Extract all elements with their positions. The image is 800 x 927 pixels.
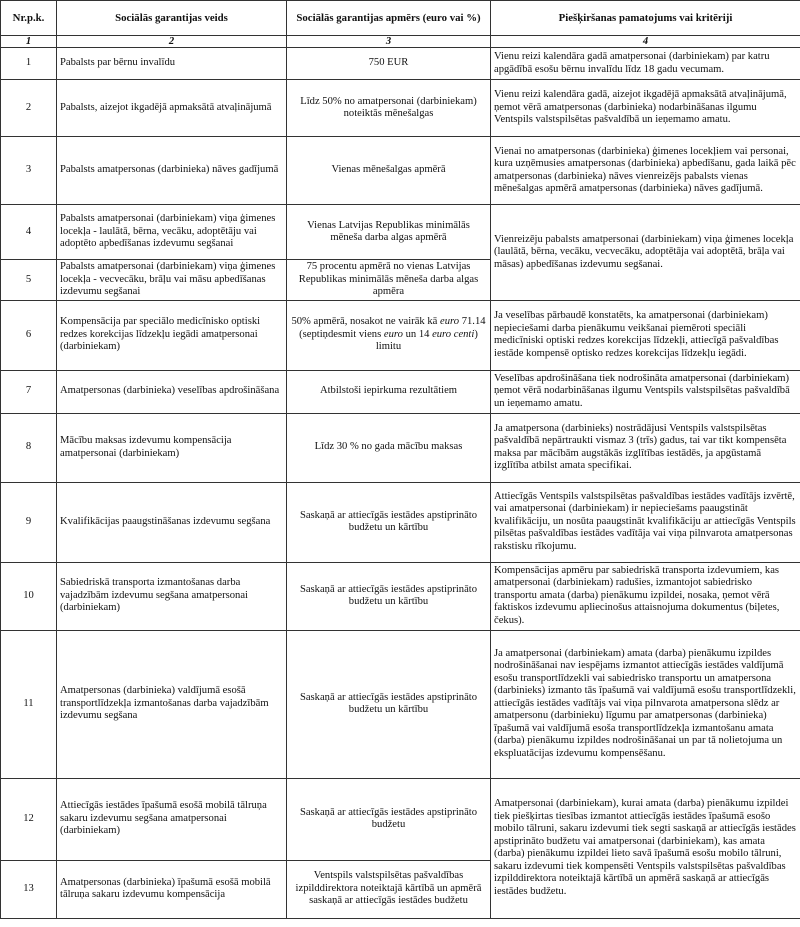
guarantee-amount: Līdz 50% no amatpersonai (darbiniekam) noteiktās mēnešalgas (287, 80, 491, 137)
table-row (1, 80, 800, 137)
guarantee-type: Pabalsts par bērnu invalīdu (57, 48, 287, 80)
header-apmers: Sociālās garantijas apmērs (euro vai %) (287, 1, 491, 36)
guarantee-criteria: Vienreizēju pabalsts amatpersonai (darbiniekam) viņa ģimenes locekļa (laulātā, bērna, vecāku, vecvecāku, adoptētāja vai adoptētā, brāļa vai māsas) apbedīšanas izdevumu segšanai. (491, 205, 800, 301)
row-number: 8 (1, 413, 57, 482)
guarantee-amount: Līdz 30 % no gada mācību maksas (287, 413, 491, 482)
guarantee-type: Sabiedriskā transporta izmantošanas darba vajadzībām izdevumu segšana amatpersonai (darbiniekam) (57, 562, 287, 630)
guarantee-amount: Vienas mēnešalgas apmērā (287, 137, 491, 205)
guarantee-type: Pabalsts amatpersonas (darbinieka) nāves gadījumā (57, 137, 287, 205)
table-row (1, 413, 800, 482)
guarantee-amount: Saskaņā ar attiecīgās iestādes apstiprināto budžetu un kārtību (287, 482, 491, 562)
column-number-row (1, 36, 800, 48)
row-number: 4 (1, 205, 57, 260)
guarantee-amount: Atbilstoši iepirkuma rezultātiem (287, 370, 491, 413)
table-row (1, 205, 800, 260)
guarantee-amount: Saskaņā ar attiecīgās iestādes apstiprināto budžetu un kārtību (287, 562, 491, 630)
row-number: 9 (1, 482, 57, 562)
guarantee-criteria: Veselības apdrošināšana tiek nodrošināta amatpersonai (darbiniekam) ņemot vērā nodarbināšanas ilgumu Ventspils valstspilsētas pašvaldībā un ieņemamo amatu. (491, 370, 800, 413)
guarantee-type: Amatpersonas (darbinieka) valdījumā esošā transportlīdzekļa izmantošanas darba vajadzībām izdevumu segšana (57, 630, 287, 778)
column-number: 3 (287, 36, 491, 48)
guarantee-type: Attiecīgās iestādes īpašumā esošā mobilā tālruņa sakaru izdevumu segšana amatpersonai (darbiniekam) (57, 778, 287, 860)
row-number: 1 (1, 48, 57, 80)
guarantee-amount: Saskaņā ar attiecīgās iestādes apstiprināto budžetu un kārtību (287, 630, 491, 778)
table-row (1, 482, 800, 562)
row-number: 11 (1, 630, 57, 778)
guarantee-criteria: Vienai no amatpersonas (darbinieka) ģimenes locekļiem vai personai, kura uzņēmusies amatpersonas (darbinieka) apbedīšanu, gada laikā pēc amatpersonas (darbinieka) nāves vienreizējs pabalsts vienas mēnešalgas apmērā amatpersonas (darbinieka) nāves gadījumā. (491, 137, 800, 205)
guarantee-amount: 750 EUR (287, 48, 491, 80)
table-row (1, 300, 800, 370)
guarantee-type: Amatpersonas (darbinieka) veselības apdrošināšana (57, 370, 287, 413)
header-nr: Nr.p.k. (1, 1, 57, 36)
column-number: 4 (491, 36, 800, 48)
guarantee-type: Pabalsts amatpersonai (darbiniekam) viņa ģimenes locekļa - laulātā, bērna, vecāku, adoptētāju vai adoptēto apbedīšanas izdevumu segšanai (57, 205, 287, 260)
guarantee-criteria: Ja amatpersona (darbinieks) nostrādājusi Ventspils valstspilsētas pašvaldībā nepārtraukti vismaz 3 (trīs) gadus, tai var tikt kompensēta maksa par mācībām augstākās izglītības iestādēs, ja apgūstamā izglītība atbilst amata specifikai. (491, 413, 800, 482)
guarantee-criteria: Ja veselības pārbaudē konstatēts, ka amatpersonai (darbiniekam) nepieciešami darba pienākumu veikšanai piemēroti speciāli medicīniski optiski redzes korekcijas līdzekļi, attiecīgā pašvaldības iestāde kompensē optisko redzes korekcijas līdzekļu iegādi. (491, 300, 800, 370)
guarantee-criteria: Vienu reizi kalendāra gadā, aizejot ikgadējā apmaksātā atvaļinājumā, ņemot vērā amatpersonas (darbinieka) nodarbināšanas ilgumu Ventspils valstspilsētas pašvaldībā un ieņemamo amatu. (491, 80, 800, 137)
column-number: 1 (1, 36, 57, 48)
guarantee-type: Pabalsts amatpersonai (darbiniekam) viņa ģimenes locekļa - vecvecāku, brāļu vai māsu apbedīšanas izdevumu segšanai (57, 260, 287, 301)
guarantee-type: Kompensācija par speciālo medicīnisko optiski redzes korekcijas līdzekļu iegādi amatpersonai (darbiniekam) (57, 300, 287, 370)
guarantee-amount: Saskaņā ar attiecīgās iestādes apstiprināto budžetu (287, 778, 491, 860)
row-number: 2 (1, 80, 57, 137)
guarantee-type: Mācību maksas izdevumu kompensācija amatpersonai (darbiniekam) (57, 413, 287, 482)
table-row (1, 137, 800, 205)
row-number: 7 (1, 370, 57, 413)
guarantee-amount: 75 procentu apmērā no vienas Latvijas Republikas minimālās mēneša darba algas apmēra (287, 260, 491, 301)
table-row (1, 370, 800, 413)
header-row (1, 1, 800, 36)
guarantee-criteria: Amatpersonai (darbiniekam), kurai amata (darba) pienākumu izpildei tiek piešķirtas tiesības izmantot attiecīgās iestādes īpašumā esošo mobilo tālruni, sakaru izdevumi tiek segti saskaņā ar attiecīgās iestādes apstiprināto budžetu vai amatpersonai (darbiniekam), kas amata (darba) pienākumu izpildei lieto savā īpašumā esošu mobilo tālruni, sakaru izdevumi tiek kompensēti Ventspils valstspilsētas pašvaldības izpilddirektora noteiktajā kārtībā un apmērā saskaņā ar attiecīgās iestādes budžetu. (491, 778, 800, 918)
guarantee-type: Pabalsts, aizejot ikgadējā apmaksātā atvaļinājumā (57, 80, 287, 137)
header-kriteriji: Piešķiršanas pamatojums vai kritēriji (491, 1, 800, 36)
guarantee-amount: Vienas Latvijas Republikas minimālās mēneša darba algas apmērā (287, 205, 491, 260)
guarantee-amount: Ventspils valstspilsētas pašvaldības izpilddirektora noteiktajā kārtībā un apmērā saskaņā ar attiecīgās iestādes budžetu (287, 860, 491, 918)
guarantee-criteria: Vienu reizi kalendāra gadā amatpersonai (darbiniekam) par katru apgādībā esošu bērnu invalīdu līdz 18 gadu vecumam. (491, 48, 800, 80)
guarantee-criteria: Kompensācijas apmēru par sabiedriskā transporta izdevumiem, kas amatpersonai (darbiniekam) radušies, izmantojot sabiedrisko transportu amata (darba) pienākumu izpildei, nosaka, ņemot vērā faktiskos izdevumu apliecinošus attaisnojuma dokumentus (biļetes, čekus). (491, 562, 800, 630)
table-row (1, 48, 800, 80)
row-number: 12 (1, 778, 57, 860)
table-row (1, 778, 800, 860)
guarantee-criteria: Ja amatpersonai (darbiniekam) amata (darba) pienākumu izpildes nodrošināšanai nav iespējams izmantot attiecīgās iestādes valdījumā esošu transportlīdzekli vai sabiedrisko transportu un amatpersona (darbinieks) izmanto tās īpašumā vai valdījumā esošu transportlīdzekli, attiecīgās iestādes vadītājs vai viņa pilnvarota amatpersona slēdz ar amatpersonu (darbinieku) līgumu par amatpersonas (darbinieka) īpašumā vai valdījumā esoša transportlīdzekļa izmantošanu amata (darba) pienākumu izpildes nodrošināšanai un par tā nolietojuma un ekspluatācijas izdevumu kompensēšanu. (491, 630, 800, 778)
row-number: 13 (1, 860, 57, 918)
row-number: 10 (1, 562, 57, 630)
guarantee-type: Kvalifikācijas paaugstināšanas izdevumu segšana (57, 482, 287, 562)
header-veids: Sociālās garantijas veids (57, 1, 287, 36)
table-row (1, 630, 800, 778)
column-number: 2 (57, 36, 287, 48)
row-number: 6 (1, 300, 57, 370)
guarantee-amount: 50% apmērā, nosakot ne vairāk kā euro 71.14 (septiņdesmit viens euro un 14 euro centi) limitu (287, 300, 491, 370)
guarantee-criteria: Attiecīgās Ventspils valstspilsētas pašvaldības iestādes vadītājs izvērtē, vai amatpersonai (darbiniekam) ir nepieciešams paaugstināt kvalifikāciju, un nosūta paaugstināt kvalifikāciju ar attiecīgās Ventspils pilsētas pašvaldības iestādes vadītāja vai viņa pilnvarota amatpersonas rakstisku rīkojumu. (491, 482, 800, 562)
row-number: 5 (1, 260, 57, 301)
row-number: 3 (1, 137, 57, 205)
guarantee-type: Amatpersonas (darbinieka) īpašumā esošā mobilā tālruņa sakaru izdevumu kompensācija (57, 860, 287, 918)
table-row (1, 562, 800, 630)
